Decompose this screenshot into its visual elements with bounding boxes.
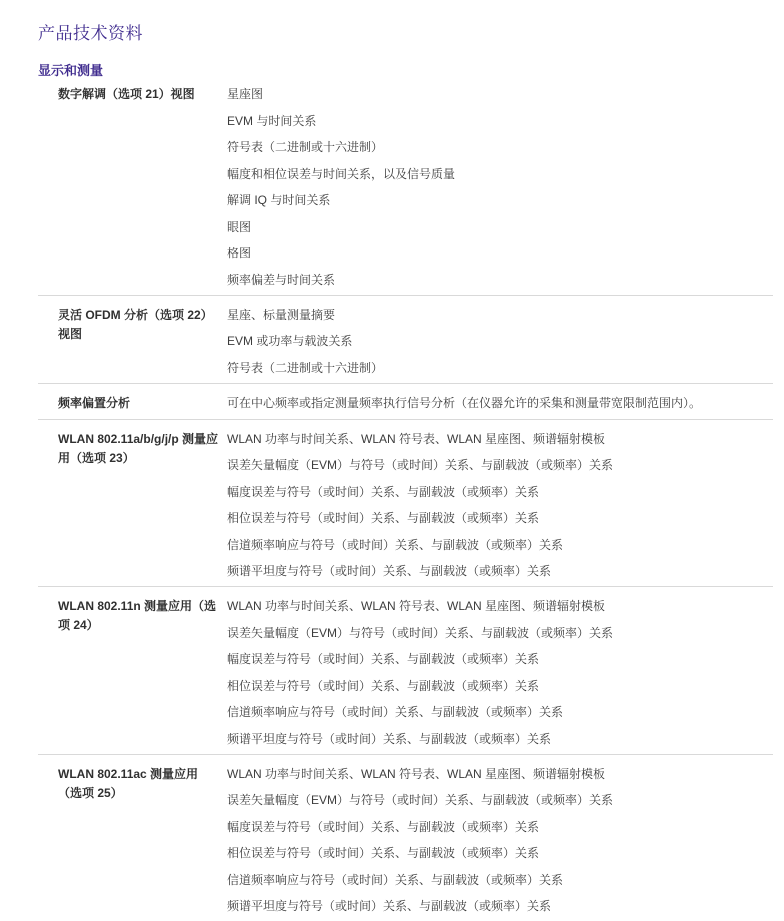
row-values [227, 306, 773, 377]
row-values [227, 394, 773, 412]
value-line: 频谱平坦度与符号（或时间）关系、与副载波（或频率）关系 [227, 731, 552, 746]
value-line: 频谱平坦度与符号（或时间）关系、与副载波（或频率）关系 [227, 899, 552, 913]
value-line: 误差矢量幅度（EVM）与符号（或时间）关系、与副载波（或频率）关系 [227, 458, 614, 472]
row-label: 数字解调（选项 21）视图 [58, 87, 195, 101]
value-line: 眼图 [227, 219, 252, 234]
table-row [38, 384, 773, 420]
value-line: 幅度误差与符号（或时间）关系、与副载波（或频率）关系 [227, 652, 540, 666]
value-line: 星座、标量测量摘要 [227, 307, 336, 322]
value-line: 符号表（二进制或十六进制） [227, 360, 384, 375]
value-line: 误差矢量幅度（EVM）与符号（或时间）关系、与副载波（或频率）关系 [227, 793, 614, 807]
value-line: 频率偏差与时间关系 [227, 272, 336, 287]
table-row [38, 587, 773, 755]
table-row [38, 82, 773, 296]
table-row [38, 420, 773, 588]
value-line: 格图 [227, 246, 252, 260]
value-line: 频谱平坦度与符号（或时间）关系、与副载波（或频率）关系 [227, 564, 552, 578]
value-line: 幅度和相位误差与时间关系，以及信号质量 [227, 166, 456, 181]
value-line: 可在中心频率或指定测量频率执行信号分析（在仪器允许的采集和测量带宽限制范围内）。 [227, 395, 702, 410]
value-line: EVM 与时间关系 [227, 113, 317, 128]
value-line: 星座图 [227, 87, 264, 101]
value-line: 解调 IQ 与时间关系 [227, 193, 331, 207]
row-label: 频率偏置分析 [58, 395, 131, 410]
value-line: 信道频率响应与符号（或时间）关系、与副载波（或频率）关系 [227, 705, 564, 719]
value-line: 幅度误差与符号（或时间）关系、与副载波（或频率）关系 [227, 819, 540, 834]
table-row [38, 296, 773, 384]
row-values [227, 597, 773, 748]
section-title-display-and-measurement: 显示和测量 [38, 63, 104, 78]
value-line: 相位误差与符号（或时间）关系、与副载波（或频率）关系 [227, 511, 540, 525]
value-line: 信道频率响应与符号（或时间）关系、与副载波（或频率）关系 [227, 537, 564, 552]
row-label: WLAN 802.11n 测量应用（选项 24） [58, 599, 217, 632]
page-title: 产品技术资料 [38, 24, 143, 43]
table-row [38, 755, 773, 921]
row-label: WLAN 802.11a/b/g/j/p 测量应用（选项 23） [58, 431, 219, 465]
value-line: 信道频率响应与符号（或时间）关系、与副载波（或频率）关系 [227, 872, 564, 887]
value-line: WLAN 功率与时间关系、WLAN 符号表、WLAN 星座图、频谱辐射模板 [227, 431, 606, 446]
row-values [227, 765, 773, 916]
row-values [227, 85, 773, 289]
spec-table [38, 82, 773, 921]
value-line: WLAN 功率与时间关系、WLAN 符号表、WLAN 星座图、频谱辐射模板 [227, 599, 606, 613]
value-line: 相位误差与符号（或时间）关系、与副载波（或频率）关系 [227, 846, 540, 860]
row-label: 灵活 OFDM 分析（选项 22）视图 [58, 307, 213, 341]
value-line: 相位误差与符号（或时间）关系、与副载波（或频率）关系 [227, 678, 540, 693]
value-line: 幅度误差与符号（或时间）关系、与副载波（或频率）关系 [227, 484, 540, 499]
row-label: WLAN 802.11ac 测量应用（选项 25） [58, 766, 199, 800]
value-line: WLAN 功率与时间关系、WLAN 符号表、WLAN 星座图、频谱辐射模板 [227, 766, 606, 781]
value-line: 符号表（二进制或十六进制） [227, 140, 384, 154]
value-line: EVM 或功率与载波关系 [227, 334, 353, 348]
row-values [227, 430, 773, 581]
value-line: 误差矢量幅度（EVM）与符号（或时间）关系、与副载波（或频率）关系 [227, 625, 614, 640]
